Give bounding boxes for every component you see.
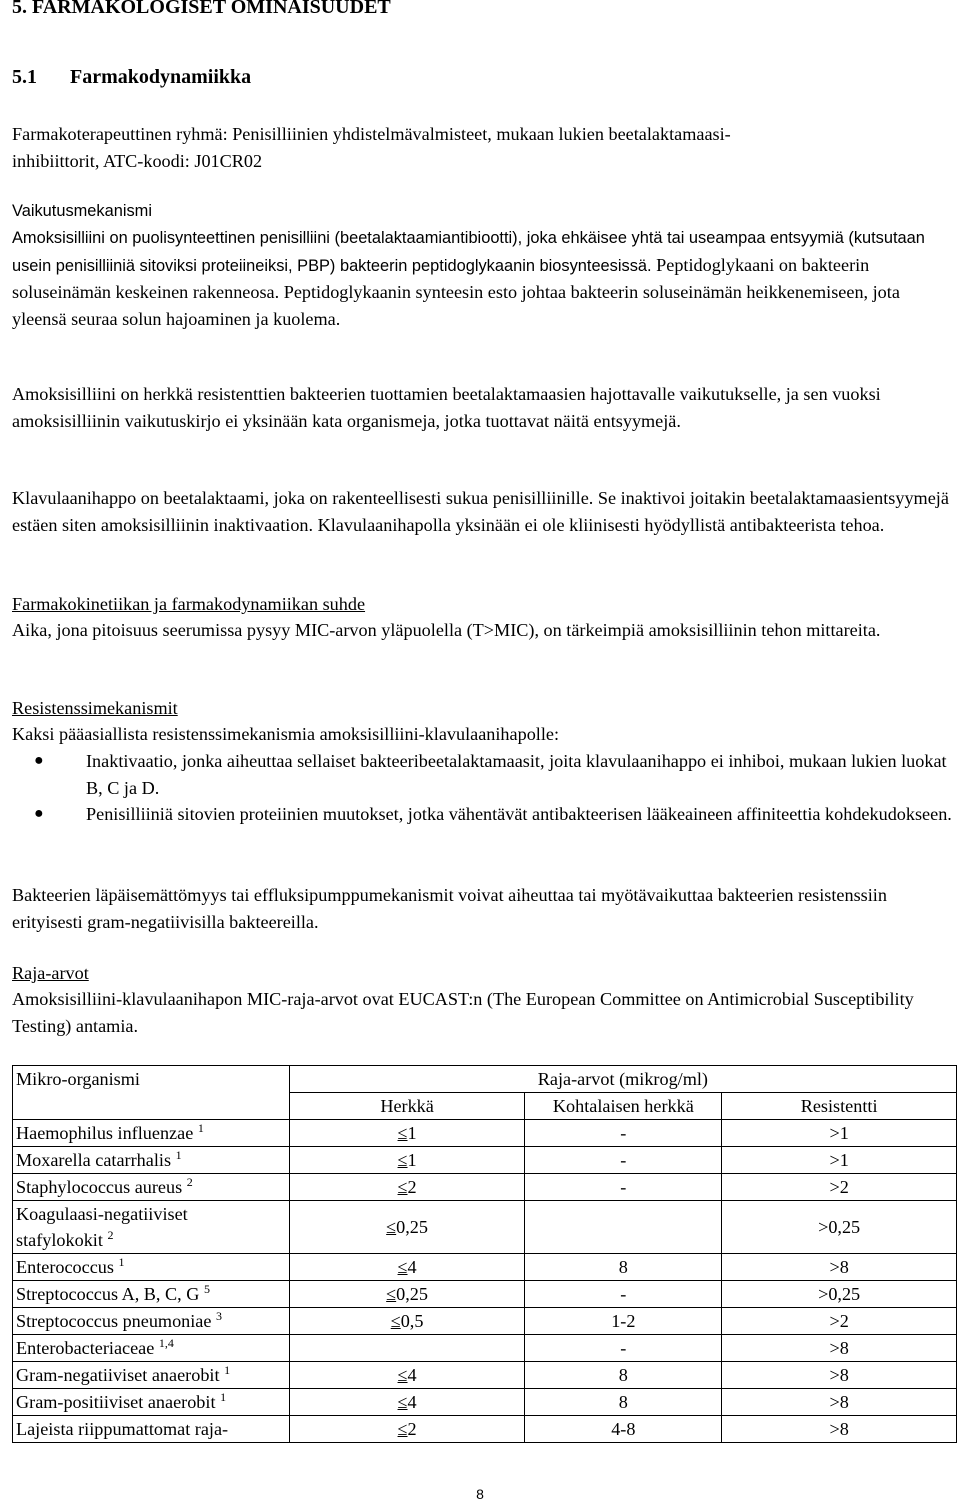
table-row xyxy=(13,1362,957,1389)
resistant-header: Resistentti xyxy=(722,1093,957,1120)
organism-name: Lajeista riippumattomat raja- xyxy=(16,1419,229,1439)
table-row xyxy=(13,1281,957,1308)
mechanism-text-sans: Amoksisilliini on puolisynteettinen penisilliini (beetalaktaamiantibiootti), joka ehkäisee yhtä tai useampaa entsyymiä (kutsutaan usein penisilliiniä sitoviksi proteiineiksi, PBP) bakteerin peptidoglykaanin biosynteesissä. xyxy=(12,229,925,275)
intermediate-cell: 8 xyxy=(525,1389,722,1416)
intermediate-cell: 8 xyxy=(525,1362,722,1389)
intermediate-cell: - xyxy=(525,1120,722,1147)
resistant-cell: >8 xyxy=(722,1389,957,1416)
breakpoint-group-header: Raja-arvot (mikrog/ml) xyxy=(289,1066,956,1093)
table-row xyxy=(13,1120,957,1147)
susceptible-value: 1 xyxy=(407,1149,417,1170)
footnote-ref: 1 xyxy=(118,1255,125,1269)
less-equal-symbol: ≤ xyxy=(390,1310,401,1331)
bullet-text: Inaktivaatio, jonka aiheuttaa sellaiset bakteeribeetalaktamaasit, joita klavulaanihappo ei inhiboi, mukaan lukien luokat B, C ja D. xyxy=(86,751,947,798)
subsection-heading xyxy=(12,66,251,89)
footnote-ref: 5 xyxy=(203,1282,210,1296)
organism-name: Gram-negatiiviset anaerobit xyxy=(16,1365,220,1385)
susceptible-cell xyxy=(289,1281,525,1308)
table-header-row xyxy=(13,1066,957,1093)
mic-breakpoint-table xyxy=(12,1065,957,1443)
organism-cell xyxy=(13,1174,290,1201)
susceptible-cell xyxy=(289,1389,525,1416)
susceptible-value: 0,25 xyxy=(396,1283,428,1304)
breakpoints-heading: Raja-arvot xyxy=(12,963,89,983)
susceptible-cell xyxy=(289,1416,525,1443)
susceptible-cell xyxy=(289,1362,525,1389)
less-equal-symbol: ≤ xyxy=(397,1122,408,1143)
resistant-cell: >8 xyxy=(722,1254,957,1281)
list-item xyxy=(12,801,952,828)
organism-cell xyxy=(13,1416,290,1443)
resistant-cell: >8 xyxy=(722,1335,957,1362)
bullet-text: Penisilliiniä sitovien proteiinien muutokset, jotka vähentävät antibakteerisen lääkeaineen affiniteettia kohdekudokseen. xyxy=(86,804,952,825)
breakpoints-paragraph: Amoksisilliini-klavulaanihapon MIC-raja-arvot ovat EUCAST:n (The European Committee on Antimicrobial Susceptibility Testing) antamia. xyxy=(12,989,914,1036)
organism-cell xyxy=(13,1281,290,1308)
resistant-cell: >1 xyxy=(722,1147,957,1174)
intermediate-cell: - xyxy=(525,1335,722,1362)
susceptible-value: 2 xyxy=(407,1176,417,1197)
table-row xyxy=(13,1308,957,1335)
intermediate-header: Kohtalaisen herkkä xyxy=(525,1093,722,1120)
susceptible-value: 0,25 xyxy=(396,1216,428,1237)
susceptible-value: 2 xyxy=(407,1418,417,1439)
organism-name: Staphylococcus aureus xyxy=(16,1177,183,1197)
organism-header-spacer xyxy=(13,1093,290,1120)
organism-name: Gram-positiiviset anaerobit xyxy=(16,1392,216,1412)
pkpd-heading: Farmakokinetiikan ja farmakodynamiikan suhde xyxy=(12,594,366,614)
resistant-cell: >8 xyxy=(722,1416,957,1443)
susceptible-cell xyxy=(289,1174,525,1201)
footnote-ref: 1,4 xyxy=(158,1336,174,1350)
intermediate-cell: 8 xyxy=(525,1254,722,1281)
section-heading: 5. FARMAKOLOGISET OMINAISUUDET xyxy=(12,0,391,18)
resistant-cell: >0,25 xyxy=(722,1201,957,1254)
list-item xyxy=(12,748,952,801)
clavulanic-acid-paragraph: Klavulaanihappo on beetalaktaami, joka on rakenteellisesti sukua penisilliinille. Se inaktivoi joitakin beetalaktamaasientsyymejä estäen siten amoksisilliinin inaktivaation. Klavulaanihapolla yksinään ei ole kliinisesti hyödyllistä antibakteerista tehoa. xyxy=(12,488,949,535)
footnote-ref: 1 xyxy=(175,1148,182,1162)
group-line-2: inhibiittorit, ATC-koodi: J01CR02 xyxy=(12,150,263,171)
less-equal-symbol: ≤ xyxy=(386,1216,397,1237)
intermediate-cell: - xyxy=(525,1174,722,1201)
organism-name-line-2: stafylokokit xyxy=(16,1230,103,1250)
less-equal-symbol: ≤ xyxy=(397,1256,408,1277)
resistance-intro: Kaksi pääasiallista resistenssimekanismia amoksisilliini-klavulaanihapolle: xyxy=(12,724,560,744)
resistant-cell: >2 xyxy=(722,1174,957,1201)
organism-cell xyxy=(13,1335,290,1362)
subsection-number: 5.1 xyxy=(12,66,37,88)
group-line-1: Farmakoterapeuttinen ryhmä: Penisilliinien yhdistelmävalmisteet, mukaan lukien beetalaktamaasi- xyxy=(12,124,731,144)
susceptible-value: 0,5 xyxy=(400,1310,424,1331)
organism-name: Koagulaasi-negatiiviset xyxy=(16,1204,188,1224)
intermediate-cell: - xyxy=(525,1147,722,1174)
mechanism-heading: Vaikutusmekanismi xyxy=(12,202,152,220)
organism-name: Haemophilus influenzae xyxy=(16,1123,194,1143)
page-number: 8 xyxy=(476,1486,484,1502)
susceptible-cell xyxy=(289,1254,525,1281)
table-row xyxy=(13,1416,957,1443)
intermediate-cell xyxy=(525,1201,722,1254)
organism-cell xyxy=(13,1308,290,1335)
table-row xyxy=(13,1389,957,1416)
organism-cell xyxy=(13,1147,290,1174)
resistant-cell: >8 xyxy=(722,1362,957,1389)
resistant-cell: >2 xyxy=(722,1308,957,1335)
mechanism-text-serif: Peptidoglykaani on bakteerin soluseinämän keskeinen rakenneosa. Peptidoglykaanin synteesin esto johtaa bakteerin soluseinämän heikkenemiseen, jota yleensä seuraa solun hajoaminen ja kuolema. xyxy=(12,254,900,329)
intermediate-cell: - xyxy=(525,1281,722,1308)
susceptible-cell xyxy=(289,1120,525,1147)
bullet-icon: ● xyxy=(34,805,44,823)
table-row xyxy=(13,1147,957,1174)
resistant-cell: >0,25 xyxy=(722,1281,957,1308)
organism-name: Streptococcus pneumoniae xyxy=(16,1311,212,1331)
intermediate-cell: 1-2 xyxy=(525,1308,722,1335)
table-row xyxy=(13,1201,957,1254)
footnote-ref: 2 xyxy=(186,1175,193,1189)
resistance-bullet-list xyxy=(12,748,952,828)
organism-name: Moxarella catarrhalis xyxy=(16,1150,172,1170)
less-equal-symbol: ≤ xyxy=(397,1176,408,1197)
less-equal-symbol: ≤ xyxy=(397,1149,408,1170)
organism-header: Mikro-organismi xyxy=(13,1066,290,1093)
organism-cell xyxy=(13,1201,290,1254)
permeability-paragraph: Bakteerien läpäisemättömyys tai effluksipumppumekanismit voivat aiheuttaa tai myötävaikuttaa bakteerien resistenssiin erityisesti gram-negatiivisilla bakteereilla. xyxy=(12,885,887,932)
organism-name: Enterobacteriaceae xyxy=(16,1338,155,1358)
organism-name: Enterococcus xyxy=(16,1257,114,1277)
less-equal-symbol: ≤ xyxy=(397,1418,408,1439)
intermediate-cell: 4-8 xyxy=(525,1416,722,1443)
pkpd-paragraph: Aika, jona pitoisuus seerumissa pysyy MIC-arvon yläpuolella (T>MIC), on tärkeimpiä amoksisilliinin tehon mittareita. xyxy=(12,620,881,640)
table-row xyxy=(13,1335,957,1362)
footnote-ref: 1 xyxy=(220,1390,227,1404)
susceptible-value: 4 xyxy=(407,1256,417,1277)
subsection-title: Farmakodynamiikka xyxy=(70,66,252,88)
less-equal-symbol: ≤ xyxy=(397,1391,408,1412)
mechanism-paragraph xyxy=(12,224,952,332)
susceptible-value: 1 xyxy=(407,1122,417,1143)
table-row xyxy=(13,1174,957,1201)
susceptible-value: 4 xyxy=(407,1391,417,1412)
susceptible-cell xyxy=(289,1308,525,1335)
table-row xyxy=(13,1254,957,1281)
bullet-icon: ● xyxy=(34,752,44,769)
organism-cell xyxy=(13,1362,290,1389)
susceptible-cell xyxy=(289,1335,525,1362)
footnote-ref: 3 xyxy=(216,1309,223,1323)
less-equal-symbol: ≤ xyxy=(397,1364,408,1385)
susceptible-value: 4 xyxy=(407,1364,417,1385)
organism-name: Streptococcus A, B, C, G xyxy=(16,1284,200,1304)
organism-cell xyxy=(13,1389,290,1416)
organism-cell xyxy=(13,1120,290,1147)
footnote-ref: 2 xyxy=(107,1228,114,1242)
table-subheader-row xyxy=(13,1093,957,1120)
pharmacotherapeutic-group xyxy=(12,121,952,174)
less-equal-symbol: ≤ xyxy=(386,1283,397,1304)
resistant-cell: >1 xyxy=(722,1120,957,1147)
resistance-heading: Resistenssimekanismit xyxy=(12,698,178,718)
organism-cell xyxy=(13,1254,290,1281)
susceptible-cell xyxy=(289,1147,525,1174)
susceptible-cell xyxy=(289,1201,525,1254)
amoxicillin-sensitivity-paragraph: Amoksisilliini on herkkä resistenttien bakteerien tuottamien beetalaktamaasien hajottavalle vaikutukselle, ja sen vuoksi amoksisilliinin vaikutuskirjo ei yksinään kata organismeja, jotka tuottavat näitä entsyymejä. xyxy=(12,384,881,431)
footnote-ref: 1 xyxy=(197,1121,204,1135)
susceptible-header: Herkkä xyxy=(289,1093,525,1120)
footnote-ref: 1 xyxy=(224,1363,231,1377)
